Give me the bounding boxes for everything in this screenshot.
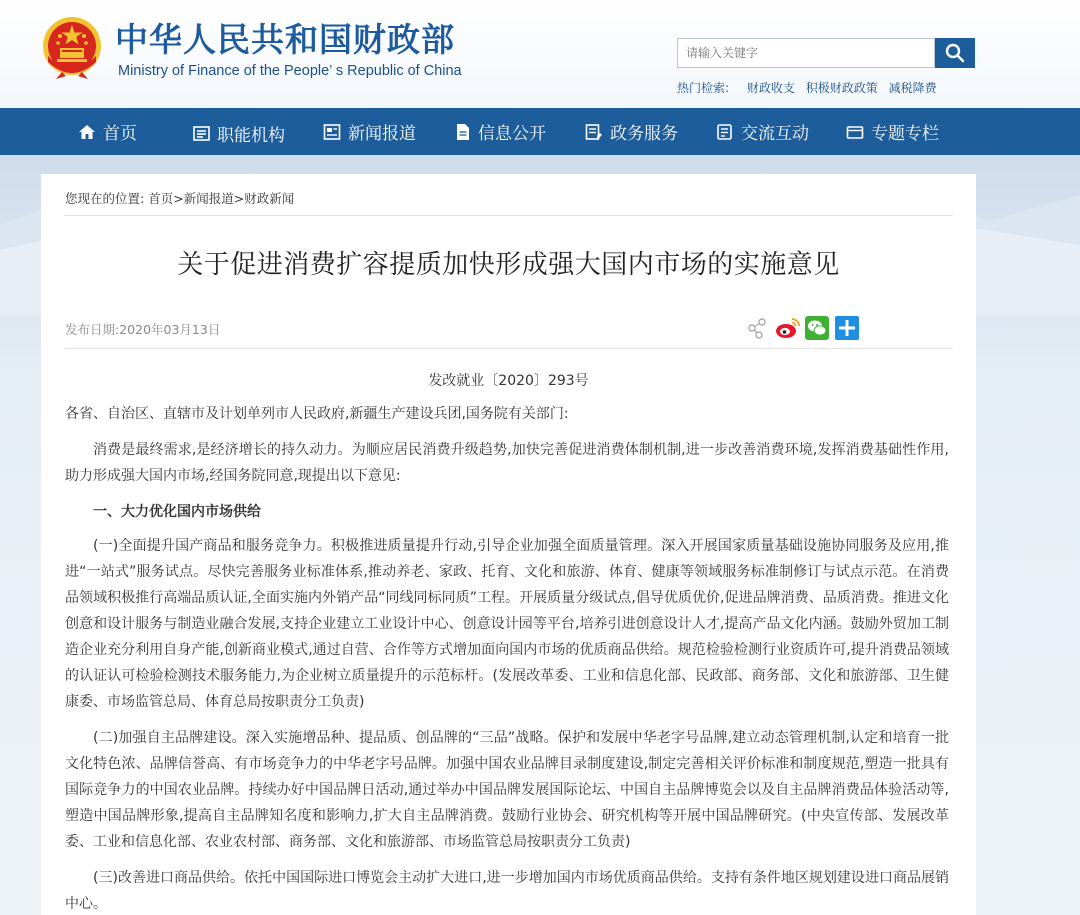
interact-icon xyxy=(716,123,734,141)
nav-item-news[interactable] xyxy=(323,108,416,155)
site-title: 中华人民共和国财政部 xyxy=(115,20,455,59)
wechat-icon[interactable] xyxy=(805,316,829,340)
document-number: 发改就业〔2020〕293号 xyxy=(428,373,589,389)
breadcrumb-home[interactable]: 首页 xyxy=(148,191,174,206)
main-nav xyxy=(0,108,1080,155)
breadcrumb-separator: > xyxy=(173,191,184,206)
nav-label: 政务服务 xyxy=(610,124,678,144)
nav-label: 交流互动 xyxy=(741,124,809,144)
nav-label: 职能机构 xyxy=(217,126,285,146)
document-icon xyxy=(455,123,471,141)
divider xyxy=(65,215,953,216)
breadcrumb-prefix: 您现在的位置: xyxy=(65,191,145,206)
nav-item-special-column[interactable] xyxy=(846,108,939,155)
home-icon xyxy=(78,123,96,141)
hot-link-fiscal-policy[interactable]: 积极财政政策 xyxy=(805,81,878,95)
news-icon xyxy=(323,123,341,141)
search-button[interactable] xyxy=(935,38,975,68)
intro-paragraph: 消费是最终需求,是经济增长的持久动力。为顺应居民消费升级趋势,加快完善促进消费体制机制,进一步改善消费环境,发挥消费基础性作用,助力形成强大国内市场,经国务院同意,现提出以下意见: xyxy=(65,442,949,484)
nav-item-gov-service[interactable] xyxy=(585,108,678,155)
breadcrumb-finance-news[interactable]: 财政新闻 xyxy=(244,191,295,206)
site-header xyxy=(0,0,1080,108)
hot-link-tax-cut[interactable]: 减税降费 xyxy=(888,81,937,95)
breadcrumb-separator: > xyxy=(233,191,245,206)
search-input[interactable] xyxy=(677,38,935,68)
weibo-icon[interactable] xyxy=(775,316,799,340)
national-emblem-icon xyxy=(42,16,102,80)
share-link-icon[interactable] xyxy=(745,316,769,340)
hot-search-label: 热门检索: xyxy=(677,81,730,95)
body-paragraph: (一)全面提升国产商品和服务竞争力。积极推进质量提升行动,引导企业加强全面质量管理。深入开展国家质量基础设施协同服务及应用,推进“一站式”服务试点。尽快完善服务业标准体系,推动养老、家政、托育、文化和旅游、体育、健康等领域服务标准制修订与试点示范。在消费品领域积极推行高端品质认证,全面实施内外销产品“同线同标同质”工程。开展质量分级试点,倡导优质优价,促进品牌消费、品质消费。推进文化创意和设计服务与制造业融合发展,支持企业建立工业设计中心、创意设计园等平台,培养引进创意设计人才,提高产品文化内涵。鼓励外贸加工制造企业充分利用自身产能,创新商业模式,通过自营、合作等方式增加面向国内市场的优质商品供给。规范检验检测行业资质许可,提升消费品领域的认证认可检验检测技术服务能力,为企业树立质量提升的示范标杆。(发展改革委、工业和信息化部、民政部、商务部、文化和旅游部、卫生健康委、市场监管总局、体育总局按职责分工负责) xyxy=(65,538,949,710)
nav-item-info-disclosure[interactable] xyxy=(455,108,546,155)
nav-item-organization[interactable] xyxy=(193,110,285,157)
addressee-paragraph: 各省、自治区、直辖市及计划单列市人民政府,新疆生产建设兵团,国务院有关部门: xyxy=(65,406,569,422)
breadcrumb xyxy=(65,189,294,207)
article-card xyxy=(41,174,976,915)
nav-label: 新闻报道 xyxy=(348,124,416,144)
site-subtitle: Ministry of Finance of the People’ s Republic of China xyxy=(118,63,462,79)
article-body xyxy=(65,401,949,915)
org-icon xyxy=(193,125,210,142)
divider xyxy=(65,348,953,349)
column-icon xyxy=(846,123,864,141)
publish-date: 发布日期:2020年03月13日 xyxy=(65,322,221,337)
nav-label: 首页 xyxy=(103,124,137,144)
breadcrumb-news[interactable]: 新闻报道 xyxy=(183,191,234,206)
hot-link-fiscal-revenue[interactable]: 财政收支 xyxy=(746,81,795,95)
service-icon xyxy=(585,123,603,141)
nav-item-interaction[interactable] xyxy=(716,108,809,155)
nav-label: 专题专栏 xyxy=(871,124,939,144)
nav-label: 信息公开 xyxy=(478,124,546,144)
article-title: 关于促进消费扩容提质加快形成强大国内市场的实施意见 xyxy=(177,250,840,280)
nav-item-home[interactable] xyxy=(78,108,137,155)
body-paragraph: (二)加强自主品牌建设。深入实施增品种、提品质、创品牌的“三品”战略。保护和发展中华老字号品牌,建立动态管理机制,认定和培育一批文化特色浓、品牌信誉高、有市场竞争力的中华老字号品牌。加强中国农业品牌目录制度建设,制定完善相关评价标准和制度规范,塑造一批具有国际竞争力的中国农业品牌。持续办好中国品牌日活动,通过举办中国品牌发展国际论坛、中国自主品牌博览会以及自主品牌消费品体验活动等,塑造中国品牌形象,提高自主品牌知名度和影响力,扩大自主品牌消费。鼓励行业协会、研究机构等开展中国品牌研究。(中央宣传部、发展改革委、工业和信息化部、农业农村部、商务部、文化和旅游部、市场监管总局按职责分工负责) xyxy=(65,730,949,850)
section-heading: 一、大力优化国内市场供给 xyxy=(93,504,261,520)
search-icon xyxy=(945,43,965,63)
hot-search xyxy=(677,79,944,96)
body-paragraph: (三)改善进口商品供给。依托中国国际进口博览会主动扩大进口,进一步增加国内市场优质商品供给。支持有条件地区规划建设进口商品展销中心。 xyxy=(65,870,949,912)
share-more-icon[interactable] xyxy=(835,316,859,340)
